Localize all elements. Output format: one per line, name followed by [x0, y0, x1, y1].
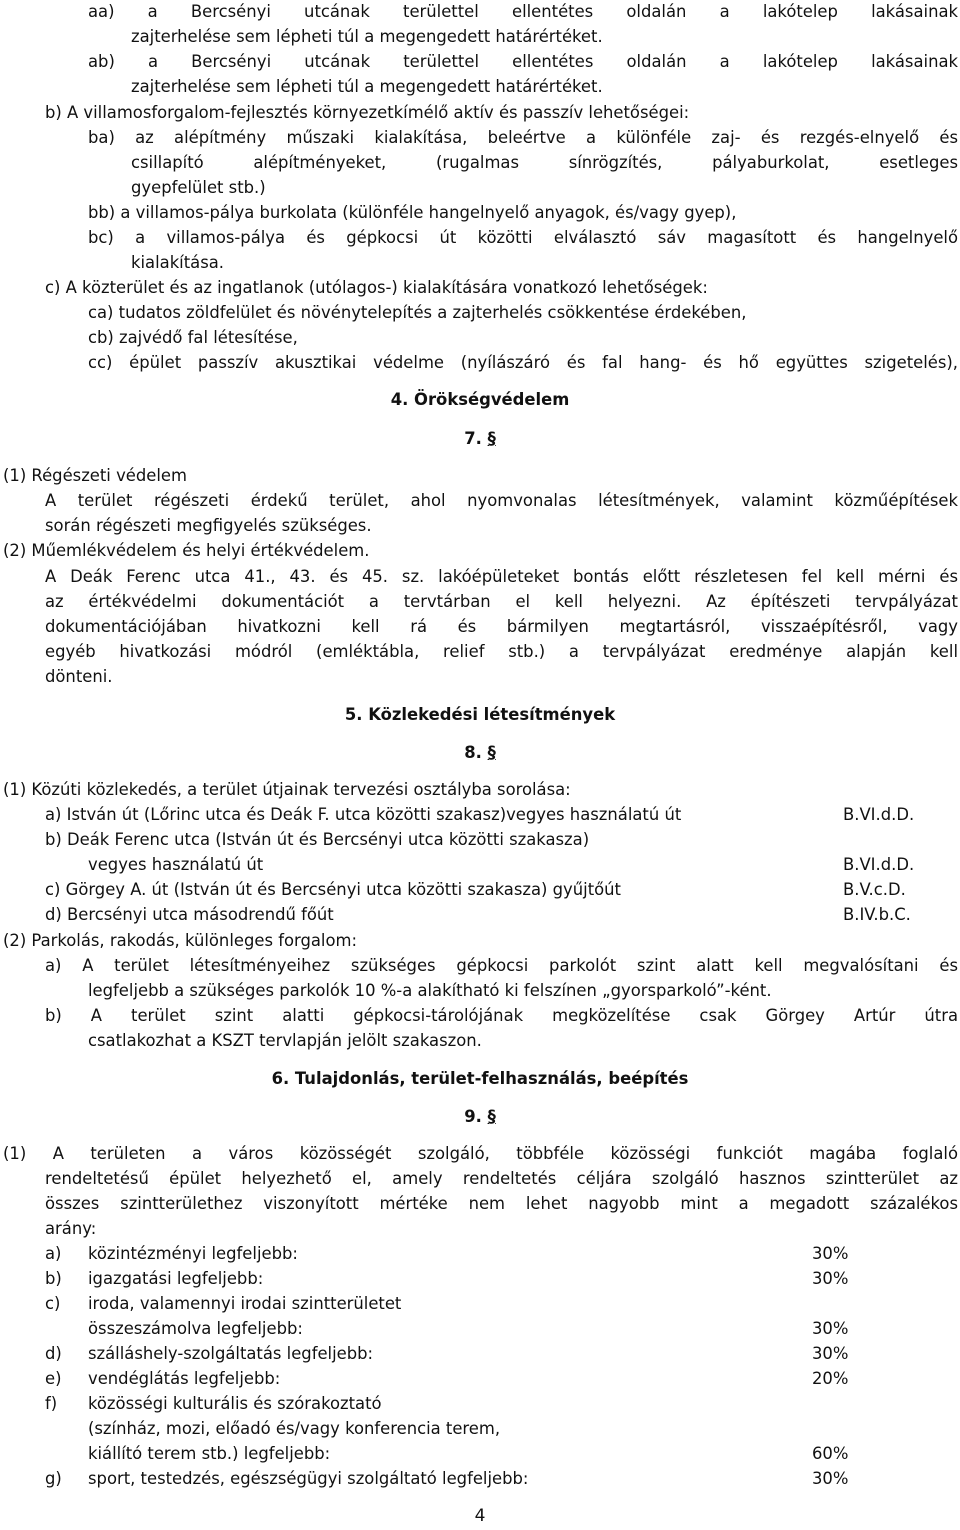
list-item: közösségi kulturális és szórakoztató: [88, 1394, 382, 1413]
section-heading: 5. Közlekedési létesítmények: [344, 705, 616, 724]
text-line: dokumentációjában hivatkozni kell rá és bármilyen megtartásról, visszaépítésről, vagy: [45, 617, 958, 636]
text-line: A Deák Ferenc utca 41., 43. és 45. sz. lakóépületeket bontás előtt részletesen fel kell mérni és: [45, 567, 958, 586]
section-heading: 6. Tulajdonlás, terület-felhasználás, beépítés: [271, 1069, 689, 1088]
list-item: kiállító terem stb.) legfeljebb:: [88, 1444, 331, 1463]
road-class: B.VI.d.D.: [843, 805, 915, 824]
section-sign: §: [487, 743, 496, 762]
list-label: f): [45, 1394, 58, 1413]
text-line: összes szintterülethez viszonyított mértéke nem lehet nagyobb mint a megadott százalékos: [45, 1194, 958, 1213]
road-class: B.V.c.D.: [843, 880, 906, 899]
paragraph-number: [0, 741, 960, 765]
text-line: dönteni.: [45, 667, 113, 686]
paragraph-number-text: 9.: [464, 1107, 482, 1126]
page-number: 4: [474, 1506, 486, 1526]
text-line: csillapító alépítményeket, (rugalmas sínrögzítés, pályaburkolat, esetleges: [131, 153, 958, 172]
text-line: c) A közterület és az ingatlanok (utólagos-) kialakítására vonatkozó lehetőségek:: [45, 278, 708, 297]
text-line: arány:: [45, 1219, 97, 1238]
text-line: b) A terület szint alatti gépkocsi-tárolójának megközelítése csak Görgey Artúr útra: [45, 1006, 958, 1025]
list-label: e): [45, 1369, 62, 1388]
paragraph-number-text: 8.: [464, 743, 482, 762]
list-label: a): [45, 1244, 62, 1263]
section-heading: 4. Örökségvédelem: [390, 390, 570, 409]
list-value: 30%: [812, 1244, 849, 1263]
text-line: cc) épület passzív akusztikai védelme (nyílászáró és fal hang- és hő együttes szigetelés),: [88, 353, 958, 372]
paragraph-number: [0, 427, 960, 451]
text-line: (1) Közúti közlekedés, a terület útjainak tervezési osztályba sorolása:: [3, 780, 571, 799]
list-item: vendéglátás legfeljebb:: [88, 1369, 281, 1388]
text-line: (2) Parkolás, rakodás, különleges forgalom:: [3, 931, 357, 950]
list-value: 20%: [812, 1369, 849, 1388]
text-line: aa) a Bercsényi utcának területtel ellentétes oldalán a lakótelep lakásainak: [88, 2, 958, 21]
road-item: c) Görgey A. út (István út és Bercsényi utca közötti szakasza) gyűjtőút: [45, 880, 621, 899]
list-value: 30%: [812, 1269, 849, 1288]
road-item: a) István út (Lőrinc utca és Deák F. utca közötti szakasz)vegyes használatú út: [45, 805, 682, 824]
text-line: (1) Régészeti védelem: [3, 466, 187, 485]
list-item: közintézményi legfeljebb:: [88, 1244, 298, 1263]
list-value: 30%: [812, 1344, 849, 1363]
text-line: ca) tudatos zöldfelület és növénytelepítés a zajterhelés csökkentése érdekében,: [88, 303, 747, 322]
text-line: ba) az alépítmény műszaki kialakítása, beleértve a különféle zaj- és rezgés-elnyelő és: [88, 128, 958, 147]
text-line: ab) a Bercsényi utcának területtel ellentétes oldalán a lakótelep lakásainak: [88, 52, 958, 71]
road-item: b) Deák Ferenc utca (István út és Bercsényi utca közötti szakasza): [45, 830, 590, 849]
list-value: 60%: [812, 1444, 849, 1463]
text-line: bc) a villamos-pálya és gépkocsi út közötti elválasztó sáv magasított és hangelnyelő: [88, 228, 958, 247]
text-line: során régészeti megfigyelés szükséges.: [45, 516, 372, 535]
text-line: A terület régészeti érdekű terület, ahol nyomvonalas létesítmények, valamint közműépítések: [45, 491, 958, 510]
road-class: B.IV.b.C.: [843, 905, 911, 924]
text-line: rendeltetésű épület helyezhető el, amely rendeltetés céljára szolgáló hasznos szintterület az: [45, 1169, 958, 1188]
text-line: az értékvédelmi dokumentációt a tervtárban el kell helyezni. Az építészeti tervpályázat: [45, 592, 958, 611]
text-line: egyéb hivatkozási módról (emléktábla, relief stb.) a tervpályázat eredménye alapján kell: [45, 642, 958, 661]
list-value: 30%: [812, 1469, 849, 1488]
text-line: gyepfelület stb.): [131, 178, 266, 197]
list-item: igazgatási legfeljebb:: [88, 1269, 264, 1288]
text-line: cb) zajvédő fal létesítése,: [88, 328, 298, 347]
road-item: d) Bercsényi utca másodrendű főút: [45, 905, 334, 924]
road-class: B.VI.d.D.: [843, 855, 915, 874]
text-line: bb) a villamos-pálya burkolata (különféle hangelnyelő anyagok, és/vagy gyep),: [88, 203, 737, 222]
list-item: iroda, valamennyi irodai szintterületet: [88, 1294, 402, 1313]
paragraph-number: [0, 1105, 960, 1129]
text-line: a) A terület létesítményeihez szükséges gépkocsi parkolót szint alatt kell megvalósítani és: [45, 956, 958, 975]
road-item: vegyes használatú út: [88, 855, 264, 874]
text-line: legfeljebb a szükséges parkolók 10 %-a alakítható ki felszínen „gyorsparkoló”-ként.: [88, 981, 772, 1000]
list-item: sport, testedzés, egészségügyi szolgáltató legfeljebb:: [88, 1469, 529, 1488]
list-item: szálláshely-szolgáltatás legfeljebb:: [88, 1344, 374, 1363]
list-item: összeszámolva legfeljebb:: [88, 1319, 303, 1338]
paragraph-number-text: 7.: [464, 429, 482, 448]
text-line: (1) A területen a város közösségét szolgáló, többféle közösségi funkciót magába foglaló: [3, 1144, 958, 1163]
list-label: g): [45, 1469, 62, 1488]
text-line: kialakítása.: [131, 253, 224, 272]
list-label: b): [45, 1269, 62, 1288]
section-sign: §: [487, 429, 496, 448]
text-line: zajterhelése sem lépheti túl a megengedett határértéket.: [131, 77, 603, 96]
text-line: zajterhelése sem lépheti túl a megengedett határértéket.: [131, 27, 603, 46]
text-line: csatlakozhat a KSZT tervlapján jelölt szakaszon.: [88, 1031, 482, 1050]
text-line: (2) Műemlékvédelem és helyi értékvédelem.: [3, 541, 370, 560]
text-line: b) A villamosforgalom-fejlesztés környezetkímélő aktív és passzív lehetőségei:: [45, 103, 690, 122]
list-value: 30%: [812, 1319, 849, 1338]
section-sign: §: [487, 1107, 496, 1126]
list-label: c): [45, 1294, 61, 1313]
list-label: d): [45, 1344, 62, 1363]
list-item: (színház, mozi, előadó és/vagy konferencia terem,: [88, 1419, 501, 1438]
